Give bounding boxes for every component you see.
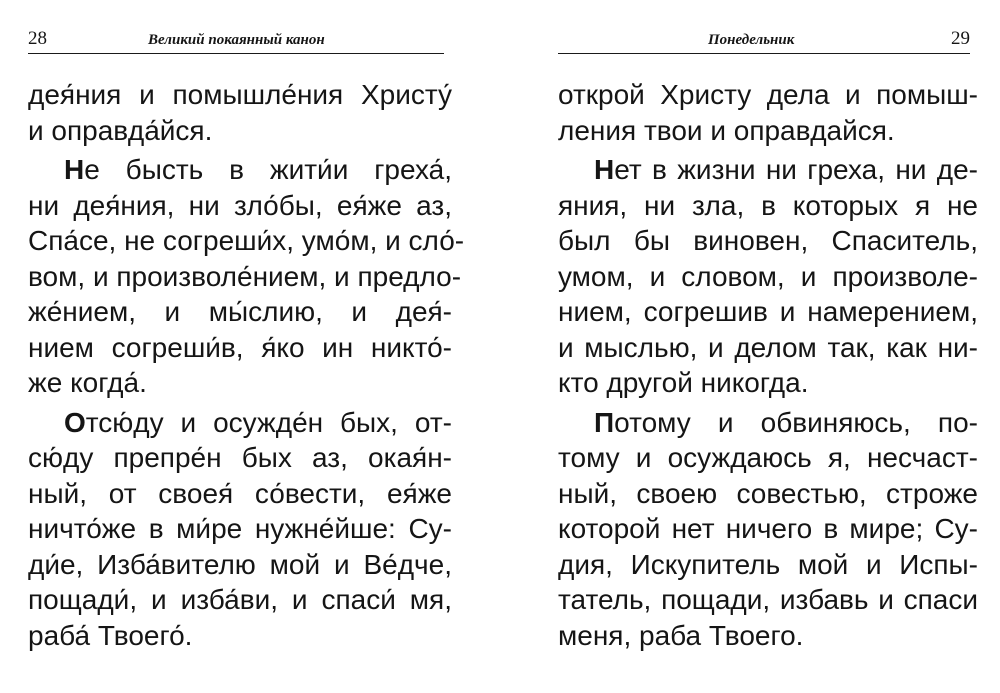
text-line — [558, 405, 978, 441]
text-line-rest: ет в жизни ни греха, ни де- — [614, 154, 978, 185]
text-line: нием согреши́в, я́ко ин никто́- — [28, 331, 452, 363]
text-line: татель, пощади, избавь и спаси — [558, 584, 978, 615]
text-line: раба́ Твоего́. — [28, 619, 193, 651]
drop-initial: О — [64, 406, 86, 438]
text-line: меня, раба Твоего. — [558, 619, 804, 651]
paragraph — [28, 77, 452, 148]
drop-initial: Н — [594, 154, 615, 185]
text-line: и оправда́йся. — [28, 114, 213, 146]
running-head — [558, 26, 970, 54]
text-line: дея́ния и помышле́ния Христу́ — [28, 79, 452, 110]
text-line: сю́ду препре́н бых аз, окая́н- — [28, 442, 452, 473]
text-line: ничто́же в ми́ре нужне́йше: Су- — [28, 513, 452, 544]
text-line: вом, и произволе́нием, и предло- — [28, 260, 462, 292]
text-line: нием, согрешив и намерением, — [558, 296, 978, 327]
text-line — [558, 152, 978, 188]
page-body — [28, 77, 465, 657]
text-line: открой Христу дела и помыш- — [558, 79, 978, 110]
text-line: был бы виновен, Спаситель, — [558, 225, 978, 256]
text-line: ный, своею совестью, строже — [558, 477, 978, 509]
text-line-rest: отому и обвиняюсь, по- — [614, 406, 978, 438]
text-line: же́нием, и мы́слию, и дея́- — [28, 296, 452, 327]
text-line: Спа́се, не согреши́х, умо́м, и сло́- — [28, 225, 465, 256]
paragraph — [28, 405, 452, 654]
paragraph — [558, 405, 978, 654]
text-line: ный, от своея́ со́вести, ея́же — [28, 477, 452, 509]
running-title: Понедельник — [708, 32, 795, 48]
text-line: пощади́, и изба́ви, и спаси́ мя, — [28, 584, 452, 615]
text-line: и мыслью, и делом так, как ни- — [558, 331, 978, 363]
drop-initial: Н — [64, 154, 85, 185]
text-line: тому и осуждаюсь я, несчаст- — [558, 442, 978, 473]
text-line: дия, Искупитель мой и Испы- — [558, 548, 978, 580]
running-title: Великий покаянный канон — [148, 32, 325, 48]
paragraph — [558, 152, 978, 401]
text-line: кто другой никогда. — [558, 367, 809, 398]
text-line: умом, и словом, и произволе- — [558, 260, 978, 292]
text-line: же когда́. — [28, 367, 147, 398]
text-line: ни дея́ния, ни зло́бы, ея́же аз, — [28, 189, 452, 221]
paragraph — [28, 152, 465, 401]
right-page — [500, 0, 1000, 693]
text-line: яния, ни зла, в которых я не — [558, 189, 978, 221]
text-line: ди́е, Изба́вителю мой и Ве́дче, — [28, 548, 452, 580]
page-number: 28 — [28, 28, 47, 49]
text-line — [28, 405, 452, 441]
text-line: ления твои и оправдайся. — [558, 114, 895, 146]
text-line — [28, 152, 452, 188]
text-line: которой нет ничего в мире; Су- — [558, 513, 978, 544]
text-line-rest: е бысть в жити́и греха́, — [84, 154, 452, 185]
drop-initial: П — [594, 406, 615, 438]
text-line-rest: тсю́ду и осужде́н бых, от- — [85, 406, 452, 438]
page-body — [558, 77, 978, 657]
running-head — [28, 26, 444, 54]
page-number: 29 — [951, 28, 970, 49]
paragraph — [558, 77, 978, 148]
